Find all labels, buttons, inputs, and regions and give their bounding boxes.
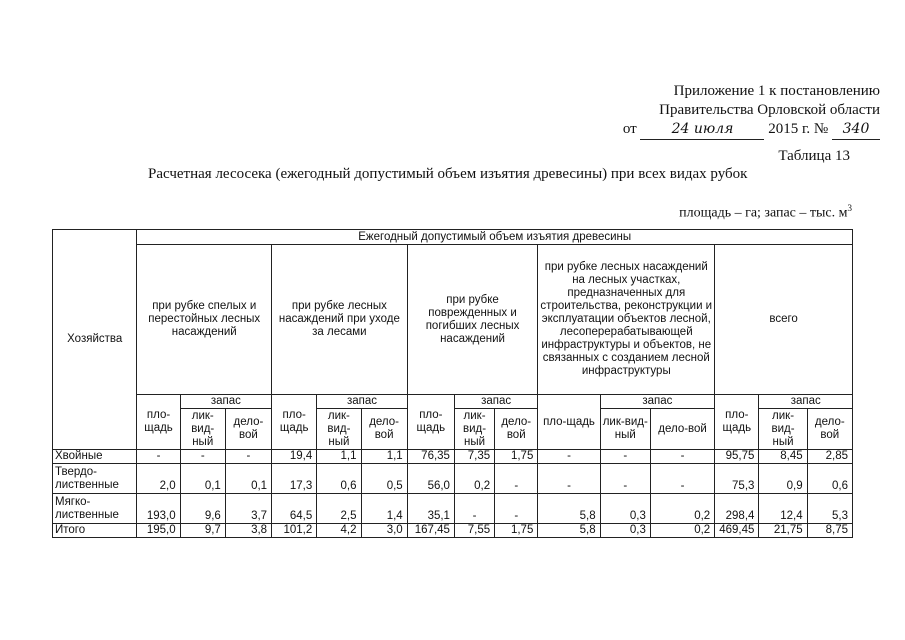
table-cell: - (650, 464, 714, 494)
table-cell: 56,0 (407, 464, 454, 494)
table-cell: 7,35 (454, 450, 494, 464)
header-business: дело-вой (361, 409, 407, 450)
table-cell: 0,3 (600, 524, 650, 538)
annex-date-line (560, 120, 880, 140)
table-cell: 19,4 (272, 450, 317, 464)
header-annual-volume: Ежегодный допустимый объем изъятия древесины (137, 230, 853, 245)
table-cell: 1,75 (495, 450, 538, 464)
table-cell: 75,3 (715, 464, 759, 494)
header-area: пло-щадь (715, 395, 759, 450)
table-cell: 2,85 (807, 450, 852, 464)
annex-date-prefix: от (622, 121, 637, 137)
table-cell: 0,3 (600, 494, 650, 524)
cutting-table (52, 229, 853, 538)
table-cell: 9,7 (180, 524, 225, 538)
annex-year: 2015 г. № (768, 121, 829, 137)
table-cell: 5,8 (538, 524, 600, 538)
header-liquid: лик-вид-ный (317, 409, 361, 450)
table-cell: 4,2 (317, 524, 361, 538)
table-cell: - (495, 464, 538, 494)
table-cell: 95,75 (715, 450, 759, 464)
table-cell: 1,1 (317, 450, 361, 464)
table-cell: - (650, 450, 714, 464)
table-cell: - (538, 450, 600, 464)
table-row (53, 450, 853, 464)
header-stock: запас (600, 395, 715, 409)
table-cell: 8,45 (759, 450, 807, 464)
table-row (53, 464, 853, 494)
table-cell: 0,2 (650, 494, 714, 524)
table-cell: 9,6 (180, 494, 225, 524)
table-cell: 0,6 (317, 464, 361, 494)
header-stock: запас (180, 395, 271, 409)
header-group-care: при рубке лесных насаждений при уходе за лесами (272, 245, 408, 395)
table-cell: 0,9 (759, 464, 807, 494)
row-label: Итого (53, 524, 137, 538)
header-business: дело-вой (495, 409, 538, 450)
annex-block (560, 82, 880, 140)
table-cell: 7,55 (454, 524, 494, 538)
table-cell: - (495, 494, 538, 524)
header-group-damaged: при рубке поврежденных и погибших лесных насаждений (407, 245, 538, 395)
table-cell: 298,4 (715, 494, 759, 524)
table-cell: 193,0 (137, 494, 180, 524)
table-cell: 0,2 (650, 524, 714, 538)
table-cell: 0,2 (454, 464, 494, 494)
table-cell: 5,8 (538, 494, 600, 524)
table-row (53, 524, 853, 538)
table-cell: 21,75 (759, 524, 807, 538)
table-cell: 12,4 (759, 494, 807, 524)
table-cell: 195,0 (137, 524, 180, 538)
row-label: Мягко- лиственные (53, 494, 137, 524)
header-group-construction: при рубке лесных насаждений на лесных участках, предназначенных для строительства, реконструкции и эксплуатации объектов лесной, лесоперерабатывающей инфраструктуры и объектов, не связанных с созданием лесной инфраструктуры (538, 245, 715, 395)
header-business: дело-вой (650, 409, 714, 450)
table-cell: 167,45 (407, 524, 454, 538)
table-cell: - (180, 450, 225, 464)
header-liquid: лик-вид-ный (759, 409, 807, 450)
header-liquid: лик-вид-ный (180, 409, 225, 450)
table-cell: 1,4 (361, 494, 407, 524)
row-label: Твердо- лиственные (53, 464, 137, 494)
table-cell: 101,2 (272, 524, 317, 538)
table-cell: 0,5 (361, 464, 407, 494)
table-cell: - (600, 450, 650, 464)
table-cell: 0,6 (807, 464, 852, 494)
table-cell: - (454, 494, 494, 524)
table-cell: 0,1 (225, 464, 271, 494)
header-area: пло-щадь (538, 395, 600, 450)
table-cell: 1,75 (495, 524, 538, 538)
table-cell: - (225, 450, 271, 464)
table-cell: 2,5 (317, 494, 361, 524)
annex-line-2: Правительства Орловской области (659, 102, 880, 118)
table-title: Расчетная лесосека (ежегодный допустимый объем изъятия древесины) при всех видах рубок (148, 166, 748, 182)
table-row (53, 494, 853, 524)
handwritten-number: 340 (832, 120, 880, 140)
header-area: пло-щадь (407, 395, 454, 450)
table-cell: 8,75 (807, 524, 852, 538)
table-cell: 76,35 (407, 450, 454, 464)
table-cell: - (137, 450, 180, 464)
table-cell: 3,0 (361, 524, 407, 538)
table-cell: 64,5 (272, 494, 317, 524)
table-cell: 35,1 (407, 494, 454, 524)
header-business: дело-вой (807, 409, 852, 450)
table-cell: 0,1 (180, 464, 225, 494)
units-note: площадь – га; запас – тыс. $м^3$ (679, 203, 852, 221)
row-label: Хвойные (53, 450, 137, 464)
table-cell: - (600, 464, 650, 494)
header-stock: запас (317, 395, 407, 409)
table-number: Таблица 13 (778, 148, 850, 164)
header-stock: запас (759, 395, 853, 409)
table-cell: 3,7 (225, 494, 271, 524)
header-business: дело-вой (225, 409, 271, 450)
table-cell: - (538, 464, 600, 494)
header-stock: запас (454, 395, 537, 409)
table-cell: 2,0 (137, 464, 180, 494)
table-cell: 3,8 (225, 524, 271, 538)
header-group-total: всего (715, 245, 853, 395)
handwritten-date: 24 июля (640, 120, 764, 140)
table-cell: 17,3 (272, 464, 317, 494)
table-cell: 469,45 (715, 524, 759, 538)
table-cell: 5,3 (807, 494, 852, 524)
header-liquid: лик-вид-ный (600, 409, 650, 450)
header-area: пло-щадь (137, 395, 180, 450)
header-liquid: лик-вид-ный (454, 409, 494, 450)
header-farm: Хозяйства (53, 230, 137, 450)
table-body (53, 450, 853, 538)
header-group-mature: при рубке спелых и перестойных лесных насаждений (137, 245, 272, 395)
header-area: пло-щадь (272, 395, 317, 450)
annex-line-1: Приложение 1 к постановлению (673, 83, 880, 99)
table-cell: 1,1 (361, 450, 407, 464)
